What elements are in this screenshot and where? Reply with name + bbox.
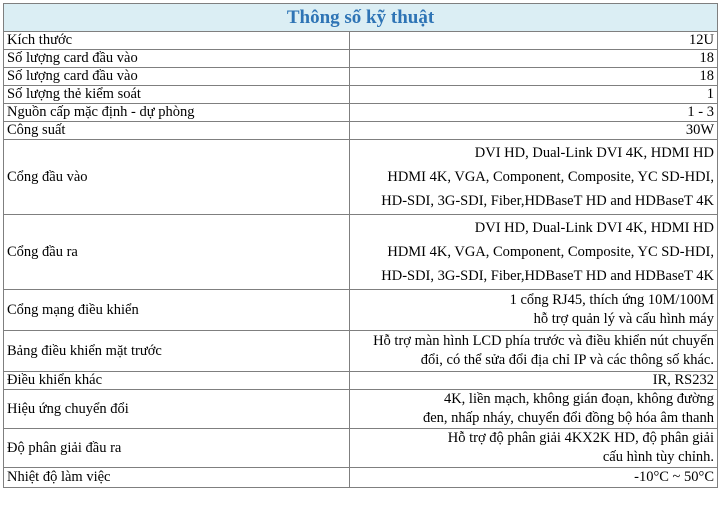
spec-value [350, 104, 718, 122]
spec-value-line: đổi, có thể sửa đổi địa chỉ IP và các thông số khác. [420, 352, 714, 368]
table-row [4, 32, 718, 50]
spec-value-line: Hỗ trợ màn hình LCD phía trước và điều khiển nút chuyển [373, 333, 714, 349]
table-row [4, 104, 718, 122]
table-row [4, 50, 718, 68]
table-row [4, 86, 718, 104]
spec-label: Nguồn cấp mặc định - dự phòng [4, 104, 350, 122]
spec-value-line: -10°C ~ 50°C [634, 469, 714, 485]
spec-value-line: hỗ trợ quản lý và cấu hình máy [533, 311, 714, 327]
spec-value [350, 290, 718, 331]
spec-label: Cổng đầu ra [4, 215, 350, 290]
table-row [4, 140, 718, 215]
spec-label: Độ phân giải đầu ra [4, 429, 350, 468]
spec-value [350, 50, 718, 68]
table-header-row [4, 4, 718, 32]
table-row [4, 468, 718, 488]
table-row [4, 290, 718, 331]
spec-value-line: 12U [689, 32, 714, 48]
table-row [4, 331, 718, 372]
spec-value [350, 372, 718, 390]
spec-value [350, 215, 718, 290]
table-row [4, 429, 718, 468]
spec-value-line: 18 [699, 50, 714, 66]
spec-value [350, 32, 718, 50]
spec-value-line: HD-SDI, 3G-SDI, Fiber,HDBaseT HD and HDBaseT 4K [381, 193, 714, 209]
spec-label: Nhiệt độ làm việc [4, 468, 350, 488]
spec-label: Số lượng card đầu vào [4, 50, 350, 68]
spec-label: Bảng điều khiển mặt trước [4, 331, 350, 372]
spec-label: Cổng đầu vào [4, 140, 350, 215]
table-row [4, 215, 718, 290]
spec-value-line: 18 [699, 68, 714, 84]
spec-table [3, 3, 718, 488]
spec-label: Cổng mạng điều khiển [4, 290, 350, 331]
spec-label: Hiệu ứng chuyển đổi [4, 390, 350, 429]
spec-value-line: 1 [706, 86, 714, 102]
spec-label: Kích thước [4, 32, 350, 50]
spec-value [350, 390, 718, 429]
spec-label: Số lượng thẻ kiểm soát [4, 86, 350, 104]
spec-value [350, 140, 718, 215]
spec-value-line: IR, RS232 [652, 372, 714, 388]
spec-value [350, 68, 718, 86]
spec-value-line: DVI HD, Dual-Link DVI 4K, HDMI HD [474, 220, 714, 236]
spec-value-line: đen, nhấp nháy, chuyển đổi đồng bộ hóa âm thanh [422, 410, 714, 426]
spec-value-line: DVI HD, Dual-Link DVI 4K, HDMI HD [474, 145, 714, 161]
table-row [4, 390, 718, 429]
spec-value-line: cấu hình tùy chỉnh. [602, 449, 714, 465]
spec-value [350, 331, 718, 372]
spec-value [350, 468, 718, 488]
table-title: Thông số kỹ thuật [4, 4, 718, 32]
spec-value-line: HDMI 4K, VGA, Component, Composite, YC SD-HDI, [387, 169, 714, 185]
spec-value-line: 1 cổng RJ45, thích ứng 10M/100M [509, 292, 714, 308]
spec-value [350, 86, 718, 104]
table-row [4, 372, 718, 390]
spec-value-line: 4K, liền mạch, không gián đoạn, không đường [443, 391, 714, 407]
spec-value-line: HDMI 4K, VGA, Component, Composite, YC SD-HDI, [387, 244, 714, 260]
spec-value [350, 429, 718, 468]
spec-value-line: 1 - 3 [687, 104, 714, 120]
spec-value [350, 122, 718, 140]
table-row [4, 122, 718, 140]
spec-value-line: HD-SDI, 3G-SDI, Fiber,HDBaseT HD and HDBaseT 4K [381, 268, 714, 284]
spec-label: Số lượng card đầu vào [4, 68, 350, 86]
spec-value-line: Hỗ trợ độ phân giải 4KX2K HD, độ phân giải [447, 430, 714, 446]
spec-value-line: 30W [685, 122, 714, 138]
table-row [4, 68, 718, 86]
spec-label: Điều khiển khác [4, 372, 350, 390]
spec-label: Công suất [4, 122, 350, 140]
